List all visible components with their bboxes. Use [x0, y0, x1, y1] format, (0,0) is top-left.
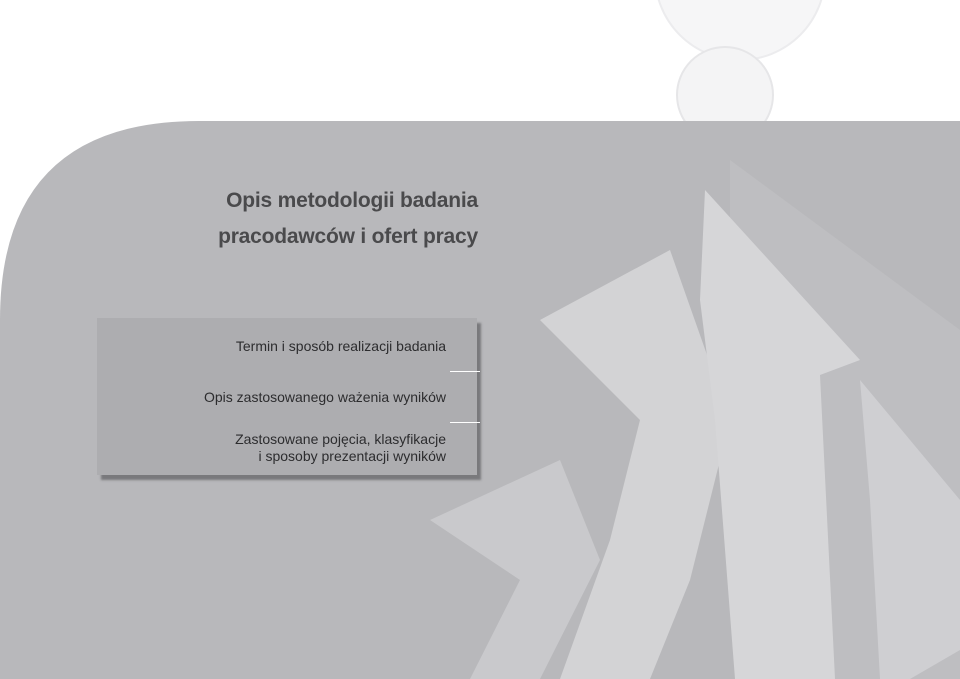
toc-item[interactable] — [235, 431, 446, 465]
toc-item-text: Zastosowane pojęcia, klasyfikacje — [235, 431, 446, 447]
toc-divider — [450, 371, 480, 372]
toc-item-text: Termin i sposób realizacji badania — [235, 338, 446, 354]
toc-item-text: Opis zastosowanego ważenia wyników — [203, 389, 446, 405]
page-title-line-2: pracodawców i ofert pracy — [218, 225, 478, 248]
toc-item[interactable] — [236, 338, 446, 355]
toc-item-text: i sposoby prezentacji wyników — [258, 448, 446, 464]
toc-item[interactable] — [204, 389, 446, 406]
toc-divider — [450, 422, 480, 423]
page-title-line-1: Opis metodologii badania — [226, 189, 478, 212]
